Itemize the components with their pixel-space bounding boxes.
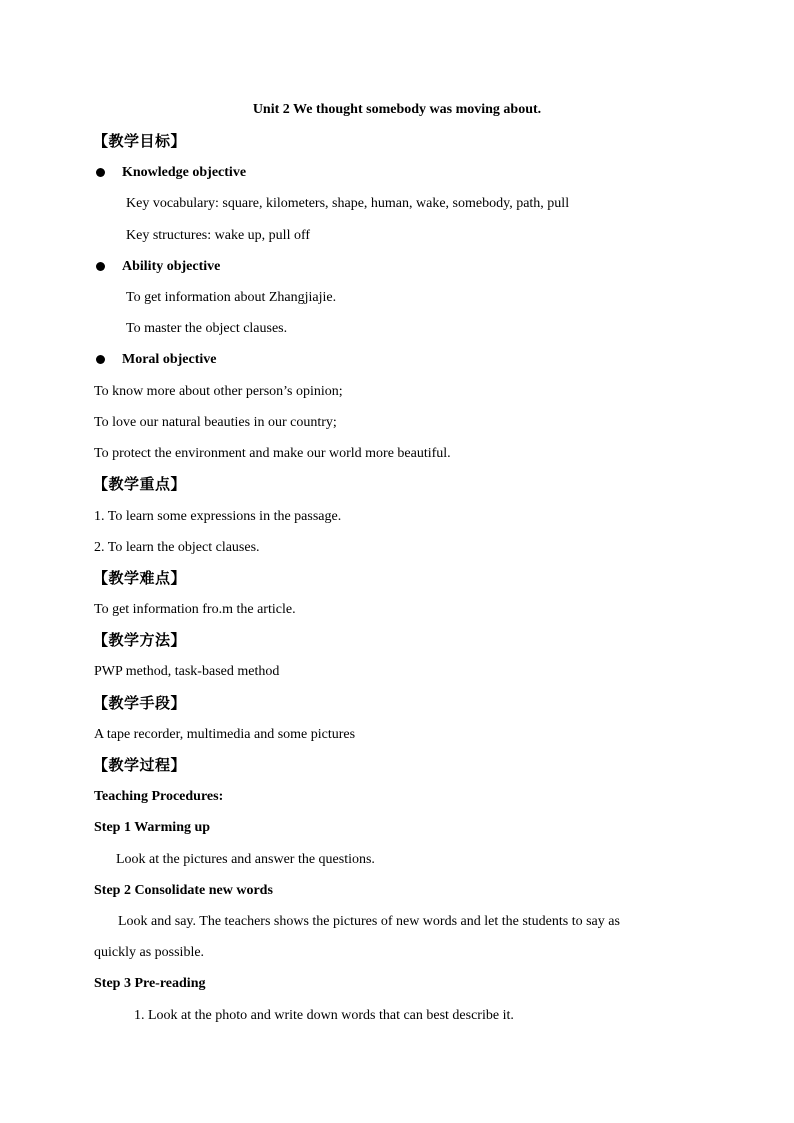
key-point-2: 2. To learn the object clauses.	[94, 540, 260, 555]
key-point-1: 1. To learn some expressions in the passage.	[94, 509, 342, 524]
key-vocabulary-line: Key vocabulary: square, kilometers, shape, human, wake, somebody, path, pull	[126, 196, 570, 211]
document-title: Unit 2 We thought somebody was moving about.	[252, 102, 542, 117]
step3-text: 1. Look at the photo and write down words that can best describe it.	[134, 1008, 514, 1023]
difficulty-line: To get information fro.m the article.	[94, 602, 296, 617]
section-heading-means: 【教学手段】	[93, 694, 187, 712]
step2-text-2: quickly as possible.	[94, 945, 205, 960]
teaching-procedures-heading: Teaching Procedures:	[94, 789, 224, 804]
knowledge-objective-heading: Knowledge objective	[122, 165, 247, 180]
step3-heading: Step 3 Pre-reading	[94, 976, 206, 991]
moral-line-3: To protect the environment and make our world more beautiful.	[94, 446, 451, 461]
step2-heading: Step 2 Consolidate new words	[94, 883, 273, 898]
section-heading-key-points: 【教学重点】	[93, 475, 187, 493]
means-line: A tape recorder, multimedia and some pictures	[94, 727, 356, 742]
section-heading-objectives: 【教学目标】	[93, 132, 187, 150]
section-heading-difficulties: 【教学难点】	[93, 569, 187, 587]
ability-objective-heading: Ability objective	[122, 259, 221, 274]
key-structures-line: Key structures: wake up, pull off	[126, 228, 311, 243]
step2-text-1: Look and say. The teachers shows the pictures of new words and let the students to say as	[118, 914, 620, 929]
section-heading-process: 【教学过程】	[93, 756, 187, 774]
bullet-icon	[96, 355, 105, 364]
methods-line: PWP method, task-based method	[94, 664, 280, 679]
moral-line-1: To know more about other person’s opinion;	[94, 384, 343, 399]
ability-line-1: To get information about Zhangjiajie.	[126, 290, 337, 305]
step1-text: Look at the pictures and answer the questions.	[116, 852, 375, 867]
section-heading-methods: 【教学方法】	[93, 631, 187, 649]
ability-line-2: To master the object clauses.	[126, 321, 288, 336]
moral-objective-heading: Moral objective	[122, 352, 217, 367]
moral-line-2: To love our natural beauties in our country;	[94, 415, 337, 430]
bullet-icon	[96, 168, 105, 177]
step1-heading: Step 1 Warming up	[94, 820, 211, 835]
bullet-icon	[96, 262, 105, 271]
